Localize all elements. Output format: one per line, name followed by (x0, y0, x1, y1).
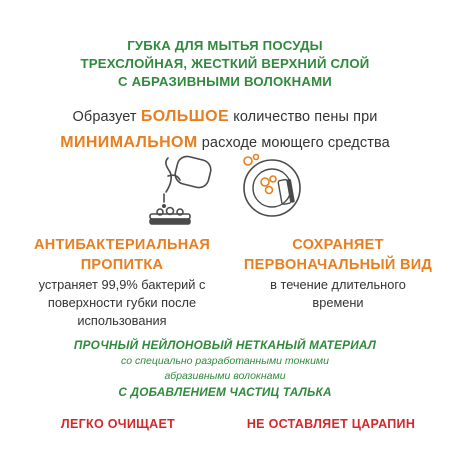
appearance-text-line-2: времени (312, 295, 364, 310)
foam-line-1 (0, 104, 450, 130)
appearance-text-line-1: в течение длительного (270, 277, 406, 292)
title-line-1: ГУБКА ДЛЯ МЫТЬЯ ПОСУДЫ (127, 38, 323, 53)
foam-highlight-minimal: МИНИМАЛЬНОМ (60, 134, 198, 151)
antibacterial-description (22, 276, 222, 330)
appearance-heading (238, 235, 438, 275)
foam-text-3: расходе моющего средства (197, 135, 390, 151)
title-line-2: ТРЕХСЛОЙНАЯ, ЖЕСТКИЙ ВЕРХНИЙ СЛОЙ (80, 56, 370, 71)
clean-plate-icon (236, 150, 308, 222)
antibacterial-text-line-1: устраняет 99,9% бактерий с (38, 277, 206, 292)
title-line-3: С АБРАЗИВНЫМИ ВОЛОКНАМИ (118, 74, 332, 89)
material-heading: ПРОЧНЫЙ НЕЙЛОНОВЫЙ НЕТКАНЫЙ МАТЕРИАЛ (73, 338, 377, 352)
foam-line-2 (0, 130, 450, 156)
no-scratch-label: НЕ ОСТАВЛЯЕТ ЦАРАПИН (246, 417, 416, 431)
antibacterial-text-line-3: использования (77, 313, 167, 328)
material-subtext (0, 354, 450, 384)
material-talc-note: С ДОБАВЛЕНИЕМ ЧАСТИЦ ТАЛЬКА (118, 385, 332, 399)
product-title (0, 37, 450, 91)
foam-highlight-big: БОЛЬШОЕ (140, 108, 230, 125)
material-subtext-line-2: абразивными волокнами (164, 370, 286, 382)
foam-statement (0, 104, 450, 156)
antibacterial-text-line-2: поверхности губки после (47, 295, 197, 310)
antibacterial-heading (22, 235, 222, 275)
easy-clean-label: ЛЕГКО ОЧИЩАЕТ (60, 417, 176, 431)
appearance-description (238, 276, 438, 312)
sponge-squeeze-icon (140, 150, 220, 230)
material-subtext-line-1: со специально разработанными тонкими (121, 355, 329, 367)
antibacterial-heading-line-1: АНТИБАКТЕРИАЛЬНАЯ (33, 237, 211, 253)
foam-text-2: количество пены при (229, 109, 378, 125)
antibacterial-heading-line-2: ПРОПИТКА (80, 257, 164, 273)
appearance-heading-line-2: ПЕРВОНАЧАЛЬНЫЙ ВИД (243, 257, 433, 273)
foam-text-1: Образует (72, 109, 141, 125)
appearance-heading-line-1: СОХРАНЯЕТ (292, 237, 384, 253)
